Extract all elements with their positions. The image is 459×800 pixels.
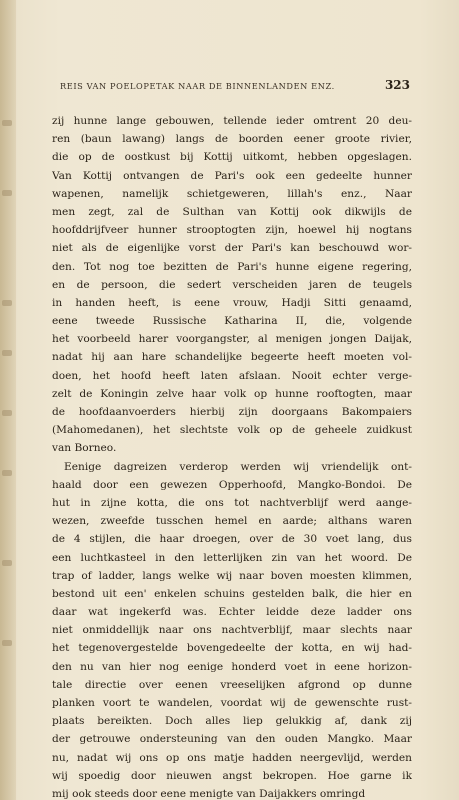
text-line: in handen heeft, is eene vrouw, Hadji Sitti genaamd, [52, 296, 412, 309]
text-line: een luchtkasteel in den letterlijken zin van het woord. De [52, 551, 412, 564]
text-line: planken voort te wandelen, voordat wij de gewenschte rust- [52, 697, 412, 709]
text-line: de 4 stijlen, die haar droegen, over de 30 voet lang, dus [52, 533, 412, 546]
page-gutter [0, 0, 16, 800]
text-line: haald door een gewezen Opperhoofd, Mangko-Bondoi. De [52, 478, 412, 491]
text-line: de hoofdaanvoerders hierbij zijn doorgaans Bakompaiers [52, 406, 412, 418]
text-line: den. Tot nog toe bezitten de Pari's hunne eigene regering, [52, 260, 412, 273]
text-line: tale directie over eenen vreeselijken afgrond op dunne [52, 678, 412, 691]
text-line: nadat hij aan hare schandelijke begeerte heeft moeten vol- [52, 351, 412, 364]
gutter-bleed-mark [2, 190, 12, 196]
text-line: men zegt, zal de Sulthan van Kottij ook dikwijls de [52, 205, 412, 218]
text-line: zelt de Koningin zelve haar volk op hunne rooftogten, maar [52, 387, 412, 400]
gutter-bleed-mark [2, 470, 12, 476]
text-line: bestond uit een' enkelen schuins gestelden balk, die hier en [52, 587, 412, 600]
text-line: den nu van hier nog eenige honderd voet in eene horizon- [52, 660, 412, 673]
text-line: wezen, zweefde tusschen hemel en aarde; althans waren [52, 515, 412, 528]
text-line: hoofddrijfveer hunner strooptogten zijn, hoewel hij nogtans [52, 224, 412, 237]
text-line: niet onmiddellijk naar ons nachtverblijf, maar slechts naar [52, 624, 412, 637]
text-line: die op de oostkust bij Kottij uitkomt, hebben opgeslagen. [52, 151, 412, 164]
text-line: niet als de eigenlijke vorst der Pari's kan beschouwd wor- [52, 242, 412, 255]
text-line: plaats bereikten. Doch alles liep gelukkig af, dank zij [52, 715, 412, 728]
text-line: (Mahomedanen), het slechtste volk op de geheele zuidkust [52, 424, 412, 437]
text-line: eene tweede Russische Katharina II, die, volgende [52, 315, 412, 328]
text-line: daar wat ingekerfd was. Echter leidde deze ladder ons [52, 606, 412, 619]
page-header [60, 78, 410, 92]
gutter-bleed-mark [2, 560, 12, 566]
text-line: wij spoedig door nieuwen angst bekropen. Hoe garne ik [52, 769, 412, 782]
text-line: van Borneo. [52, 442, 117, 455]
gutter-bleed-mark [2, 300, 12, 306]
gutter-bleed-mark [2, 410, 12, 416]
text-line: ren (baun lawang) langs de boorden eener groote rivier, [52, 133, 412, 146]
text-line: mij ook steeds door eene menigte van Daijakkers omringd [52, 787, 366, 800]
running-head: REIS VAN POELOPETAK NAAR DE BINNENLANDEN ENZ. [60, 81, 335, 91]
text-line: hut in zijne kotta, die ons tot nachtverblijf werd aange- [52, 496, 412, 509]
text-line: doen, het hoofd heeft laten afslaan. Nooit echter verge- [52, 369, 412, 382]
text-line: Van Kottij ontvangen de Pari's ook een gedeelte hunner [52, 169, 412, 182]
body-text [52, 112, 412, 800]
text-line: Eenige dagreizen verderop werden wij vriendelijk ont- [64, 460, 412, 473]
page-number: 323 [384, 78, 410, 92]
text-line: der getrouwe ondersteuning van den ouden Mangko. Maar [52, 733, 412, 746]
text-line: het voorbeeld harer voorgangster, al menigen jongen Daijak, [52, 333, 412, 346]
text-line: wapenen, namelijk schietgeweren, lillah's enz., Naar [52, 187, 412, 200]
text-line: zij hunne lange gebouwen, tellende ieder omtrent 20 deu- [52, 115, 412, 127]
gutter-bleed-mark [2, 350, 12, 356]
text-line: nu, nadat wij ons op ons matje hadden neergevlijd, werden [52, 751, 412, 764]
gutter-bleed-mark [2, 640, 12, 646]
text-line: trap of ladder, langs welke wij naar boven moesten klimmen, [52, 569, 412, 582]
text-line: en de persoon, die sedert verscheiden jaren de teugels [52, 278, 412, 291]
text-line: het tegenovergestelde bovengedeelte der kotta, en wij had- [52, 642, 412, 655]
gutter-bleed-mark [2, 120, 12, 126]
